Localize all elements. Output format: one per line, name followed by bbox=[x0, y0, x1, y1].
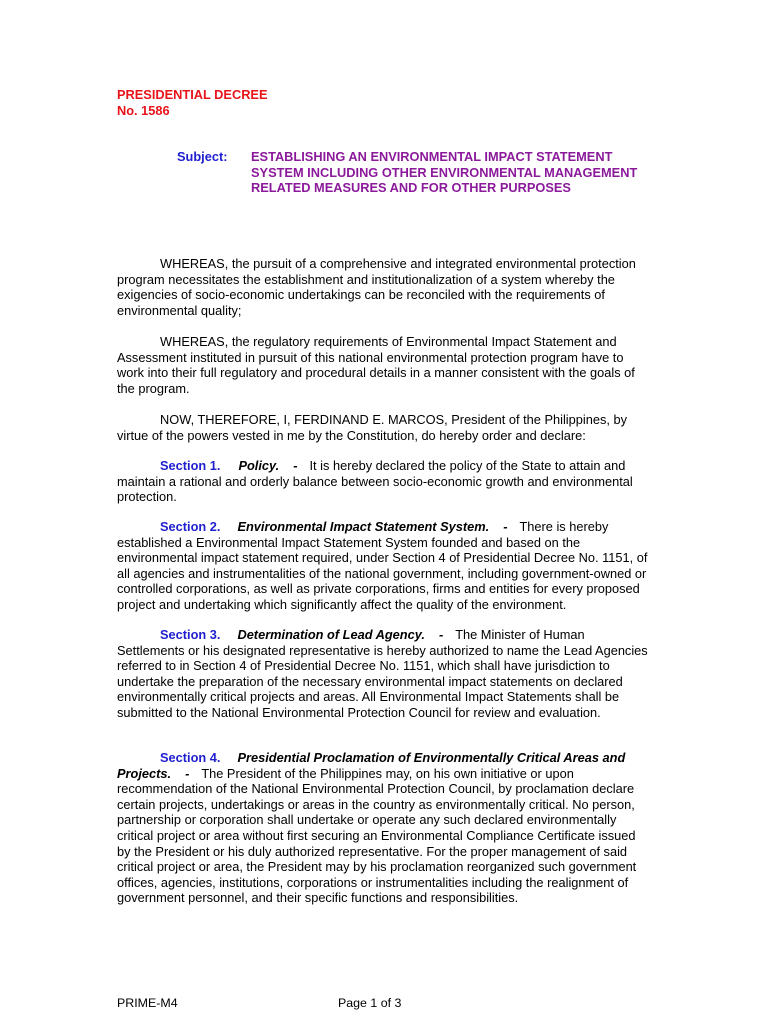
section-1-dash: - bbox=[293, 458, 298, 473]
section-4-label: Section 4. bbox=[160, 750, 221, 765]
decree-header bbox=[117, 87, 268, 119]
section-2-label: Section 2. bbox=[160, 519, 221, 534]
section-3-text: The Minister of Human Settlements or his designated representative is hereby authorized to name the Lead Agencies referred to in Section 4 of Presidential Decree No. 1151, which shall have jurisdiction to undertake the preparation of the necessary environmental impact statements on declared environmentally critical projects and areas. All Environmental Impact Statements shall be submitted to the National Environmental Protection Council for review and evaluation. bbox=[117, 627, 648, 720]
section-1-title: Policy. bbox=[238, 458, 280, 473]
whereas-paragraph-2 bbox=[117, 334, 650, 396]
section-3-title: Determination of Lead Agency. bbox=[237, 627, 425, 642]
decree-title: PRESIDENTIAL DECREE bbox=[117, 87, 268, 102]
section-4-title: Presidential Proclamation of Environmentally Critical Areas and Projects. bbox=[117, 750, 626, 781]
whereas-paragraph-1 bbox=[117, 256, 650, 318]
section-3 bbox=[117, 627, 650, 721]
subject-text: ESTABLISHING AN ENVIRONMENTAL IMPACT STATEMENT SYSTEM INCLUDING OTHER ENVIRONMENTAL MANAGEMENT RELATED MEASURES AND FOR OTHER PURPOSES bbox=[251, 149, 638, 196]
section-4-text: The President of the Philippines may, on his own initiative or upon recommendation of the National Environmental Protection Council, by proclamation declare certain projects, undertakings or areas in the country as environmentally critical. No person, partnership or corporation shall undertake or operate any such declared environmentally critical project or area without first securing an Environmental Compliance Certificate issued by the President or his duly authorized representative. For the proper management of said critical project or area, the President may by his proclamation reorganized such government offices, agencies, institutions, corporations or instrumentalities including the realignment of government personnel, and their specific functions and responsibilities. bbox=[117, 765, 637, 906]
section-4 bbox=[117, 750, 650, 906]
footer-page-number: Page 1 of 3 bbox=[338, 996, 402, 1010]
decree-number: No. 1586 bbox=[117, 103, 170, 118]
section-1-label: Section 1. bbox=[160, 458, 221, 473]
section-2-dash: - bbox=[503, 519, 508, 534]
whereas-text-2: WHEREAS, the regulatory requirements of Environmental Impact Statement and Assessment instituted in pursuit of this national environmental protection program have to work into their full regulatory and procedural details in a manner consistent with the goals of the program. bbox=[117, 334, 635, 396]
subject-label: Subject: bbox=[177, 149, 228, 164]
now-therefore-paragraph bbox=[117, 412, 650, 443]
whereas-text-1: WHEREAS, the pursuit of a comprehensive and integrated environmental protection program necessitates the establishment and institutionalization of a system whereby the exigencies of socio-economic undertakings can be reconciled with the requirements of environmental quality; bbox=[117, 256, 636, 318]
section-2-text: There is hereby established a Environmental Impact Statement System founded and based on the environmental impact statement required, under Section 4 of Presidential Decree No. 1151, of all agencies and instrumentalities of the national government, including government-owned or controlled corporations, as well as private corporations, firms and entities for every proposed project and undertaking which significantly affect the quality of the environment. bbox=[117, 519, 648, 612]
footer-doc-id: PRIME-M4 bbox=[117, 996, 178, 1010]
section-4-dash: - bbox=[185, 765, 190, 781]
section-1 bbox=[117, 458, 650, 505]
section-3-label: Section 3. bbox=[160, 627, 221, 642]
section-2 bbox=[117, 519, 650, 613]
section-1-text: It is hereby declared the policy of the State to attain and maintain a rational and orderly balance between socio-economic growth and environmental protection. bbox=[117, 458, 633, 505]
section-3-dash: - bbox=[438, 627, 444, 642]
section-2-title: Environmental Impact Statement System. bbox=[237, 519, 490, 534]
now-therefore-text: NOW, THEREFORE, I, FERDINAND E. MARCOS, President of the Philippines, by virtue of the powers vested in me by the Constitution, do hereby order and declare: bbox=[117, 412, 627, 443]
